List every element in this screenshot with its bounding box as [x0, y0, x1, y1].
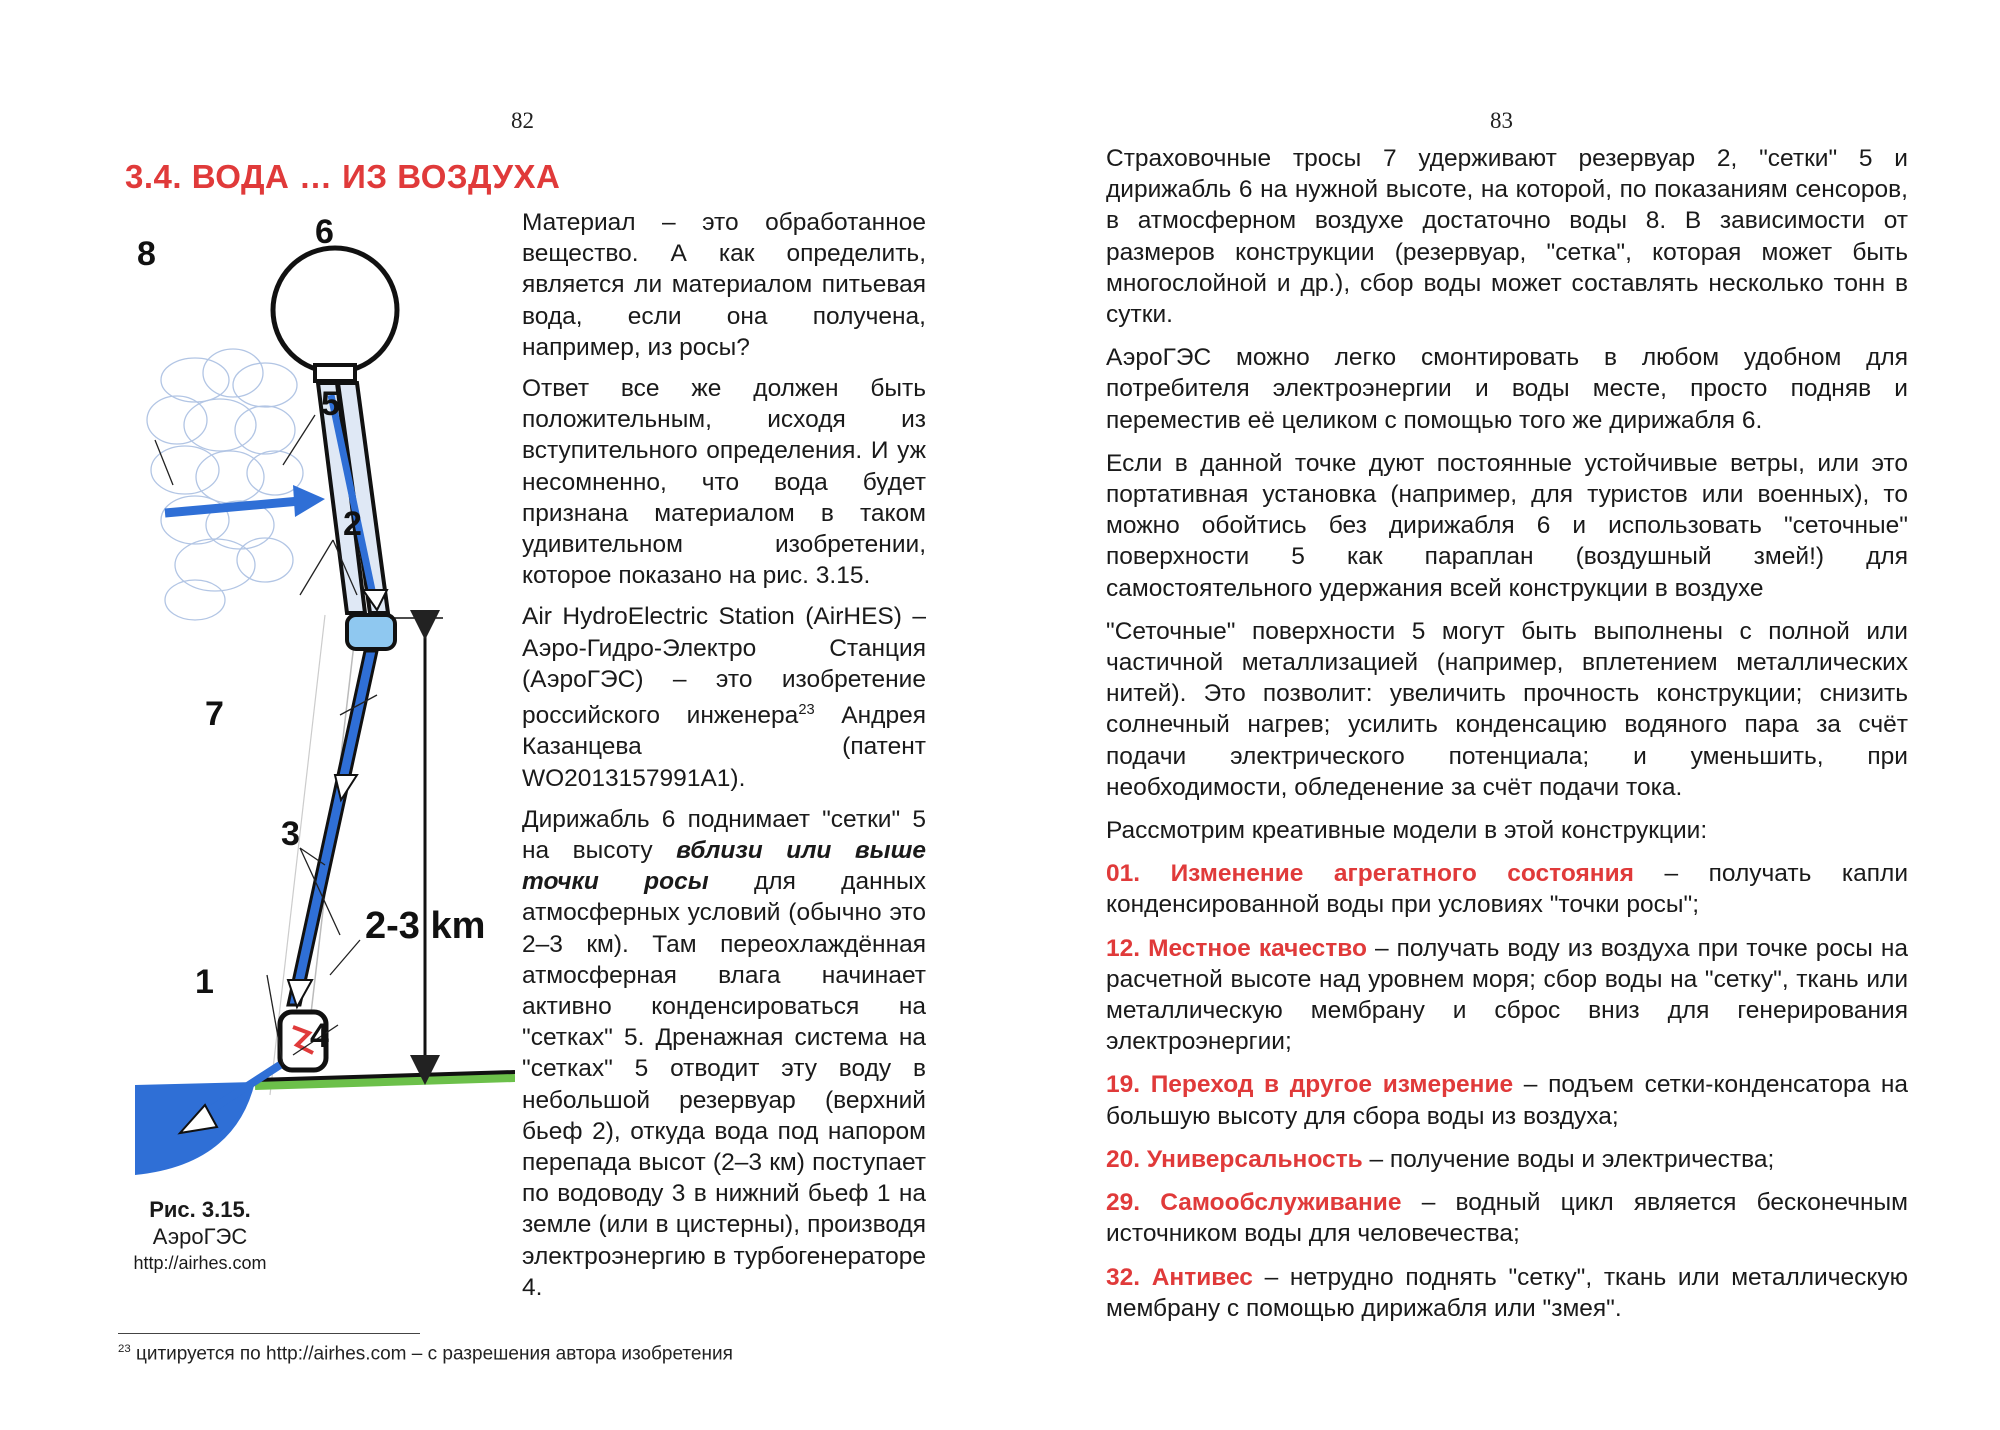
label-5: 5 [321, 385, 340, 423]
paragraph-dirigible: Дирижабль 6 поднимает "сетки" 5 на высоту вблизи или выше точки росы для данных атмосферных условий (обычно это 2–3 км). Там переохлаждённая атмосферная влага начинает активно конденсироваться на "сетках" 5. Дренажная система на "сетках" 5 отводит эту воду в небольшой резервуар (верхний бьеф 2), откуда вода под напором перепада высот (2–3 км) поступает по водоводу 3 в нижний бьеф 1 на земле (или в цистерны), производя электроэнергию в турбогенераторе 4. [522, 805, 926, 1301]
figure-caption [100, 1196, 300, 1277]
page-number-left: 82 [511, 108, 534, 133]
footnote-text: цитируется по http://airhes.com – с разрешения автора изобретения [130, 1343, 733, 1365]
paragraph: АэроГЭС можно легко смонтировать в любом удобном для потребителя электроэнергии и воды месте, просто подняв и переместив её целиком с помощью того же дирижабля 6. [1106, 344, 1908, 434]
dirigible-icon [273, 248, 397, 381]
reservoir-icon [347, 615, 395, 649]
footnote-number: 23 [118, 1343, 131, 1355]
footnote-divider [118, 1333, 420, 1334]
label-4: 4 [310, 1017, 329, 1055]
section-title: 3.4. ВОДА … ИЗ ВОЗДУХА [125, 158, 561, 195]
airhes-diagram [125, 215, 515, 1195]
paragraph-airhes: Air HydroElectric Station (AirHES) – Аэро-Гидро-Электро Станция (АэроГЭС) – это изобретение российского инженера$^{23}$ Андрея Казанцева (патент WO2013157991A1). [522, 603, 926, 792]
footnote-ref: 23 [798, 702, 815, 719]
model-item: 32. Антивес – нетрудно поднять "сетку", ткань или металлическую мембрану с помощью дирижабля или "змея". [1106, 1263, 1908, 1322]
left-page-text [522, 207, 926, 1313]
label-1: 1 [195, 963, 214, 1001]
paragraph: Материал – это обработанное вещество. А как определить, является ли материалом питьевая вода, если она получена, например, из росы? [522, 209, 926, 361]
page-number-right: 83 [1490, 108, 1513, 133]
right-page-text [1106, 143, 1908, 1336]
model-title: 29. Самообслуживание [1106, 1189, 1402, 1217]
caption-subtitle: АэроГЭС [152, 1224, 248, 1249]
height-label: 2-3 km [365, 905, 486, 947]
caption-title: Рис. 3.15. [149, 1197, 251, 1222]
paragraph: Ответ все же должен быть положительным, исходя из вступительного определения. И уж несомненно, что вода будет признана материалом в таком удивительном изобретении, которое показано на рис. 3.15. [522, 375, 926, 590]
label-6: 6 [315, 215, 334, 251]
paragraph: Если в данной точке дуют постоянные устойчивые ветры, или это портативная установка (например, для туристов или военных), то можно обойтись без дирижабля 6 и использовать "сеточные" поверхности 5 как параплан (воздушный змей!) для самостоятельного удержания всей конструкции в воздухе [1106, 449, 1908, 602]
figure-airhes [125, 215, 515, 1215]
model-title: 19. Переход в другое измерение [1106, 1071, 1514, 1099]
model-title: 01. Изменение агрегатного состояния [1106, 860, 1634, 888]
ground [135, 1065, 515, 1175]
label-2: 2 [343, 505, 362, 543]
model-title: 12. Местное качество [1106, 934, 1367, 962]
model-item: 19. Переход в другое измерение – подъем сетки-конденсатора на большую высоту для сбора воды из воздуха; [1106, 1071, 1909, 1130]
paragraph: "Сеточные" поверхности 5 могут быть выполнены с полной или частичной металлизацией (например, вплетением металлических нитей). Это позволит: увеличить прочность конструкции; снизить солнечный нагрев; усилить конденсацию водяного пара за счёт подачи электрического потенциала; и уменьшить, при необходимости, обледенение за счёт подачи тока. [1106, 617, 1908, 801]
label-8: 8 [137, 235, 156, 273]
model-item: 12. Местное качество – получать воду из воздуха при точке росы на расчетной высоте над уровнем моря; сбор воды на "сетку", ткань или металлическую мембрану и сброс вниз для генерирования электроэнергии; [1106, 934, 1908, 1056]
label-3: 3 [281, 815, 300, 853]
model-title: 32. Антивес [1106, 1263, 1253, 1291]
water-pipe [288, 651, 377, 1007]
label-7: 7 [205, 695, 224, 733]
model-item: 01. Изменение агрегатного состояния – получать капли конденсированной воды при условиях "точки росы"; [1106, 860, 1909, 919]
model-item: 29. Самообслуживание – водный цикл является бесконечным источником воды для человечества; [1106, 1189, 1908, 1248]
height-dimension [365, 618, 485, 1070]
model-title: 20. Универсальность [1106, 1145, 1363, 1173]
emphasis-text: вблизи или выше точки росы [522, 837, 926, 896]
footnote [118, 1343, 733, 1365]
model-item: 20. Универсальность – получение воды и электричества; [1106, 1145, 1775, 1173]
paragraph: Страховочные тросы 7 удерживают резервуар 2, "сетки" 5 и дирижабль 6 на нужной высоте, на которой, по показаниям сенсоров, в атмосферном воздухе достаточно воды 8. В зависимости от размеров конструкции (резервуар, "сетка", которая может быть многослойной и др.), сбор воды может составлять несколько тонн в сутки. [1106, 145, 1908, 329]
paragraph: Рассмотрим креативные модели в этой конструкции: [1106, 817, 1708, 845]
caption-url: http://airhes.com [133, 1253, 267, 1273]
cloud-icon [147, 349, 303, 620]
